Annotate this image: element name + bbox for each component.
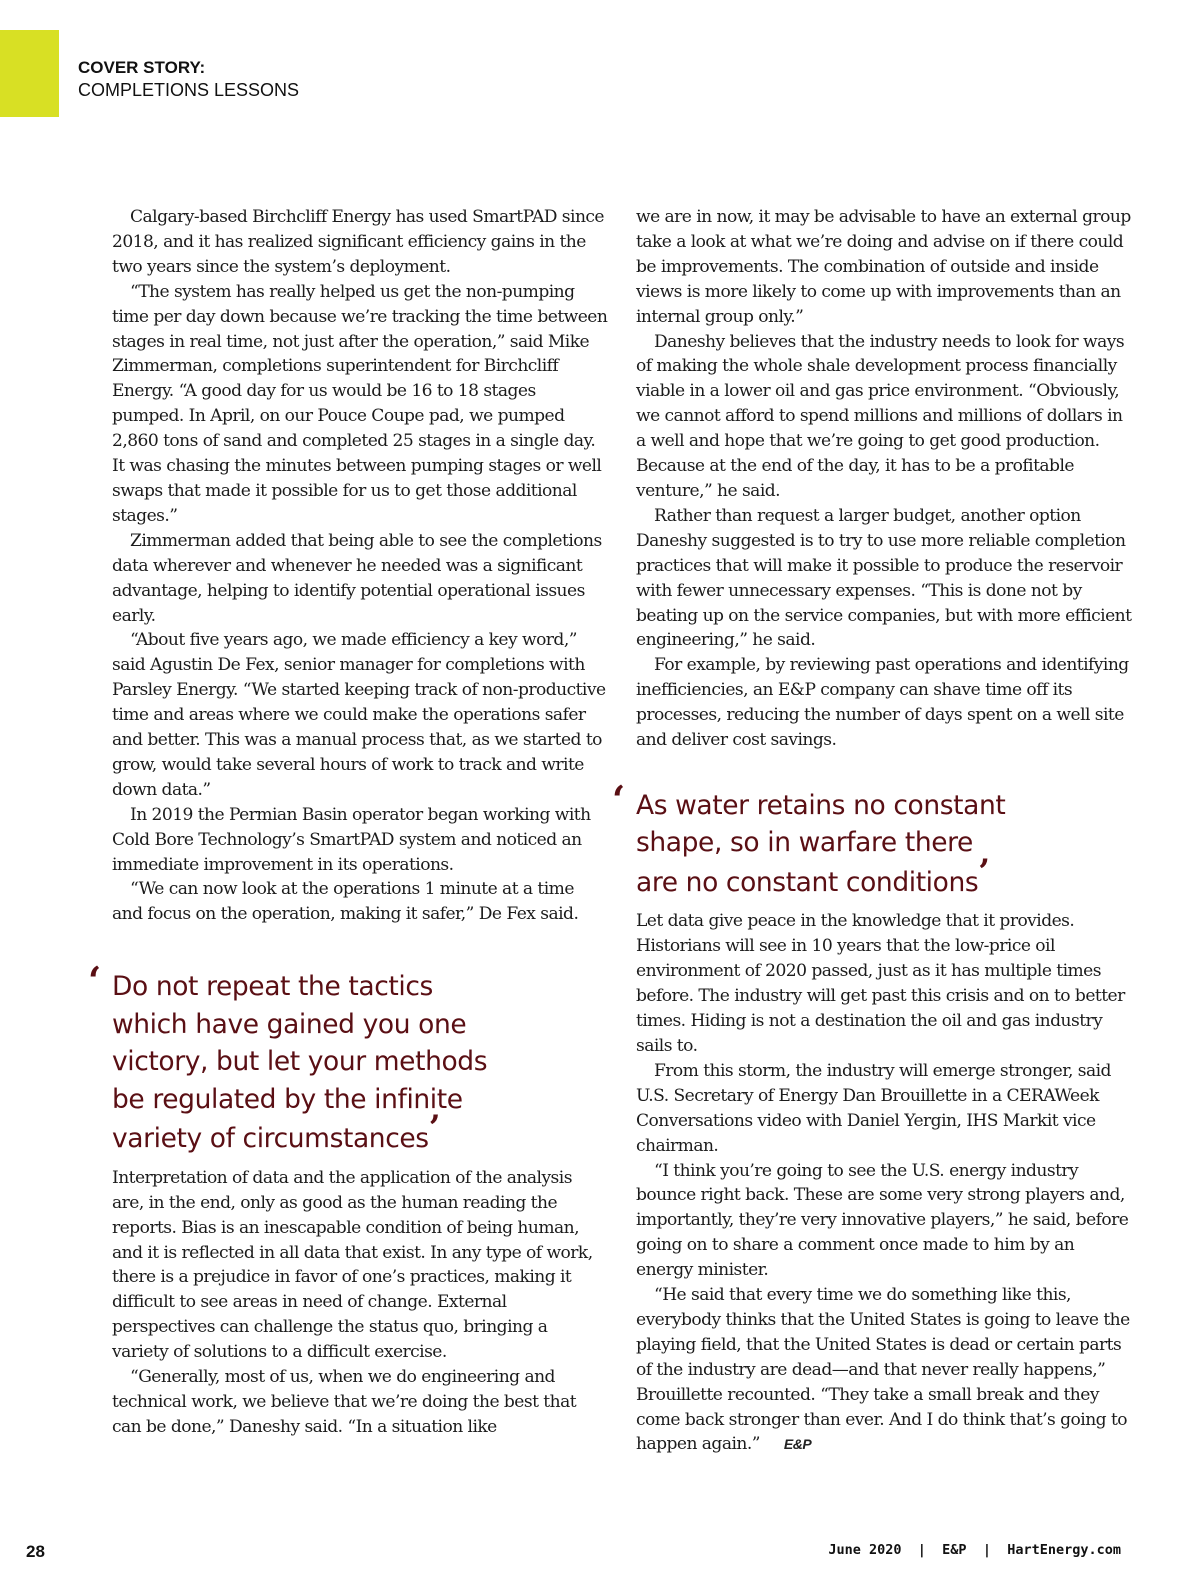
body-paragraph: Daneshy believes that the industry needs to look for ways of making the whole shale development process financially viable in a lower oil and gas price environment. “Obviously, we cannot afford to spend millions and millions of dollars in a well and hope that we’re going to get good production. Because at the end of the day, it has to be a profitable venture,” he said.	[636, 331, 1125, 501]
right-column	[612, 205, 1132, 1457]
section-color-tab	[0, 30, 59, 117]
ep-end-logo-text: E&P	[783, 1436, 812, 1453]
footer-issue-info: June 2020 | E&P | HartEnergy.com	[828, 1542, 1121, 1558]
body-paragraph: Interpretation of data and the application of the analysis are, in the end, only as good as the human reading the reports. Bias is an inescapable condition of being human, and it is reflected in all data that exist. In any type of work, there is a prejudice in favor of one’s practices, making it difficult to see areas in need of change. External perspectives can challenge the status quo, bringing a variety of solutions to a difficult exercise.	[112, 1167, 593, 1363]
pull-quote-line: As water retains no constant	[636, 789, 1006, 821]
pull-quote-line: be regulated by the infinite	[112, 1083, 463, 1115]
section-subtitle: COMPLETIONS LESSONS	[78, 80, 300, 100]
body-paragraph: Let data give peace in the knowledge that it provides. Historians will see in 10 years that the low-price oil environment of 2020 passed, just as it has multiple times before. The industry will get past this crisis and on to better times. Hiding is not a destination the oil and gas industry sails to.	[636, 911, 1125, 1056]
pull-quote-line: shape, so in warfare there	[636, 827, 973, 859]
body-paragraph: Zimmerman added that being able to see the completions data wherever and whenever he needed was a significant advantage, helping to identify potential operational issues early.	[112, 530, 602, 626]
body-paragraph: “About five years ago, we made efficiency a key word,” said Agustin De Fex, senior manager for completions with Parsley Energy. “We started keeping track of non-productive time and areas where we could make the operations safer and better. This was a manual process that, as we started to grow, would take several hours of work to track and write down data.”	[112, 630, 606, 800]
left-column	[88, 205, 608, 1440]
close-quote-mark-icon: ’	[978, 851, 990, 892]
body-paragraph	[636, 1283, 1132, 1457]
pull-quote-line: variety of circumstances	[112, 1123, 429, 1155]
body-paragraph: we are in now, it may be advisable to have an external group take a look at what we’re doing and advise on if there could be improvements. The combination of outside and inside views is more likely to come up with improvements than an internal group only.”	[636, 207, 1131, 327]
pull-quote-line: which have gained you one	[112, 1008, 467, 1040]
close-quote-mark-icon: ’	[428, 1108, 441, 1149]
body-paragraph: “Generally, most of us, when we do engineering and technical work, we believe that we’re doing the best that can be done,” Daneshy said. “In a situation like	[112, 1367, 577, 1437]
ep-end-logo	[766, 1432, 811, 1457]
pull-quote	[88, 958, 608, 1158]
body-paragraph: “I think you’re going to see the U.S. energy industry bounce right back. These are some very strong players and, importantly, they’re very innovative players,” he said, before going on to share a comment once made to him by an energy minister.	[636, 1160, 1129, 1281]
open-quote-mark-icon: ‘	[612, 776, 625, 822]
pull-quote-line: victory, but let your methods	[112, 1046, 488, 1078]
body-paragraph: “We can now look at the operations 1 minute at a time and focus on the operation, making it safer,” De Fex said.	[112, 879, 579, 925]
page-footer	[0, 1542, 1200, 1564]
body-paragraph: “The system has really helped us get the non-pumping time per day down because we’re tracking the time between stages in real time, not just after the operation,” said Mike Zimmerman, completions superintendent for Birchcliff Energy. “A good day for us would be 16 to 18 stages pumped. In April, on our Pouce Coupe pad, we pumped 2,860 tons of sand and completed 25 stages in a single day. It was chasing the minutes between pumping stages or well swaps that made it possible for us to get those additional stages.”	[112, 281, 608, 526]
pull-quote-line: are no constant conditions	[636, 866, 979, 898]
section-kicker: COVER STORY:	[78, 58, 206, 77]
section-header	[78, 57, 299, 101]
page-number: 28	[26, 1542, 45, 1561]
open-quote-mark-icon: ‘	[88, 958, 101, 1004]
body-paragraph: In 2019 the Permian Basin operator began working with Cold Bore Technology’s SmartPAD system and noticed an immediate improvement in its operations.	[112, 804, 591, 875]
pull-quote	[612, 776, 1132, 902]
pull-quote-line: Do not repeat the tactics	[112, 971, 433, 1003]
body-paragraph: From this storm, the industry will emerge stronger, said U.S. Secretary of Energy Dan Brouillette in a CERAWeek Conversations video with Daniel Yergin, IHS Markit vice chairman.	[636, 1060, 1111, 1156]
body-paragraph: For example, by reviewing past operations and identifying inefficiencies, an E&P company can shave time off its processes, reducing the number of days spent on a well site and deliver cost savings.	[636, 655, 1129, 751]
body-paragraph-text: “He said that every time we do something like this, everybody thinks that the United States is going to leave the playing field, that the United States is dead or certain parts of the industry are dead—and that never really happens,” Brouillette recounted. “They take a small break and they come back stronger than ever. And I do think that’s going to happen again.”	[636, 1285, 1130, 1455]
body-paragraph: Rather than request a larger budget, another option Daneshy suggested is to try to use more reliable completion practices that will make it possible to produce the reservoir with fewer unnecessary expenses. “This is done not by beating up on the service companies, but with more efficient engineering,” he said.	[636, 505, 1132, 651]
body-paragraph: Calgary-based Birchcliff Energy has used SmartPAD since 2018, and it has realized significant efficiency gains in the two years since the system’s deployment.	[112, 207, 604, 277]
